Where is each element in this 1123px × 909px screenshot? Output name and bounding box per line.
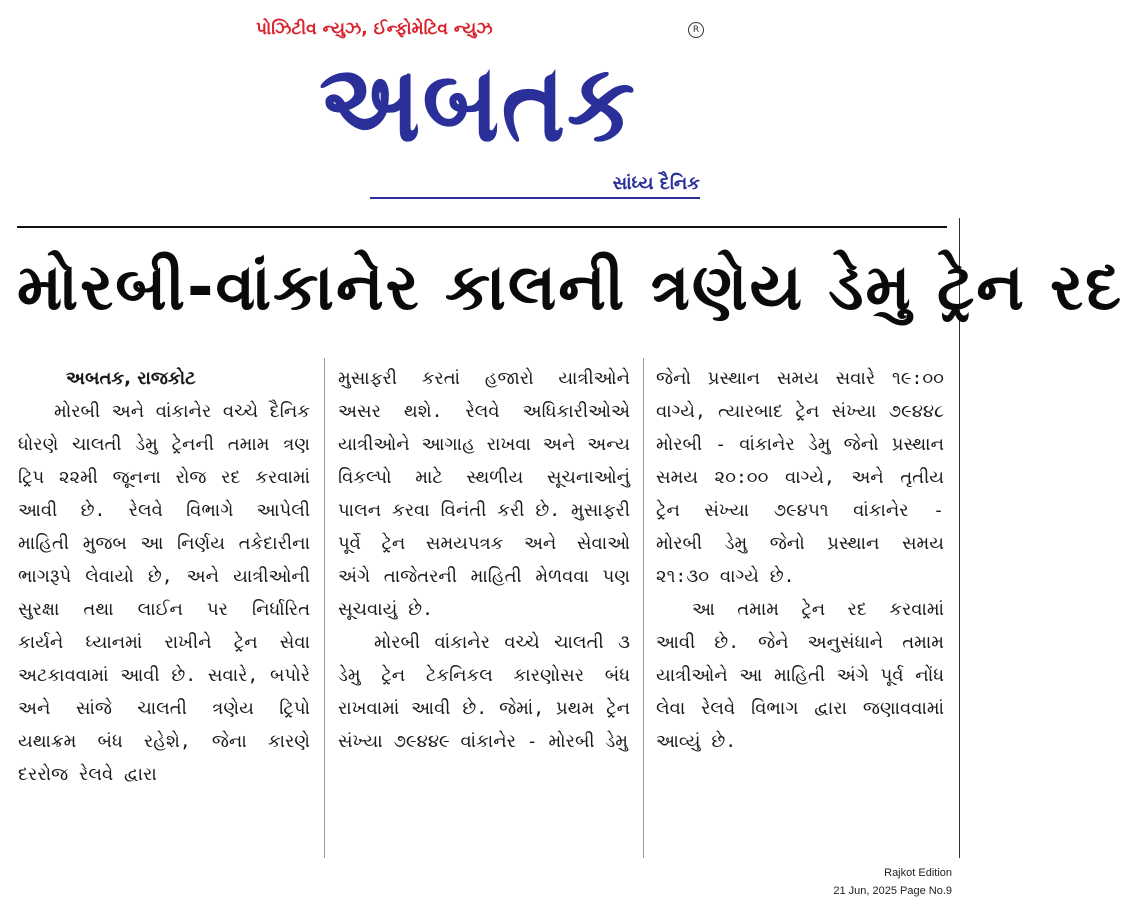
column-divider (324, 358, 325, 858)
newspaper-logo: અબતક (319, 40, 637, 166)
article-paragraph: જેનો પ્રસ્થાન સમય સવારે ૧૯:૦૦ વાગ્યે, ત્યારબાદ ટ્રેન સંખ્યા ૭૯૪૪૮ મોરબી - વાંકાનેર ડેમુ જેનો પ્રસ્થાન સમય ૨૦:૦૦ વાગ્યે, અને તૃતીય ટ્રેન સંખ્યા ૭૯૪૫૧ વાંકાનેર - મોરબી ડેમુ જેનો પ્રસ્થાન સમય ૨૧:૩૦ વાગ્યે છે. (656, 368, 944, 587)
headline-top-rule (17, 226, 947, 228)
masthead (0, 0, 962, 222)
article-paragraph: મોરબી અને વાંકાનેર વચ્ચે દૈનિક ધોરણે ચાલતી ડેમુ ટ્રેનની તમામ ત્રણ ટ્રિપ ૨૨મી જૂનના રોજ રદ કરવામાં આવી છે. રેલવે વિભાગે આપેલી માહિતી મુજબ આ નિર્ણય તકેદારીના ભાગરૂપે લેવાયો છે, અને યાત્રીઓની સુરક્ષા તથા લાઈન પર નિર્ધારિત કાર્યને ધ્યાનમાં રાખીને ટ્રેન સેવા અટકાવવામાં આવી છે. સવારે, બપોરે અને સાંજે ચાલતી ત્રણેય ટ્રિપો યથાક્રમ બંધ રહેશે, જેના કારણે દરરોજ રેલવે દ્વારા (18, 401, 310, 785)
masthead-tagline: પોઝિટીવ ન્યુઝ, ઈન્ફોમેટિવ ન્યુઝ (256, 19, 493, 39)
registered-mark-icon: R (688, 22, 704, 38)
edition-name: Rajkot Edition (884, 867, 952, 879)
article-headline: મોરબી-વાંકાનેર કાલની ત્રણેય ડેમુ ટ્રેન રદ (17, 251, 1123, 325)
edition-date-page: 21 Jun, 2025 Page No.9 (833, 885, 952, 897)
article-paragraph: મોરબી વાંકાનેર વચ્ચે ચાલતી ૩ ડેમુ ટ્રેન ટેકનિકલ કારણોસર બંધ રાખવામાં આવી છે. જેમાં, પ્રથમ ટ્રેન સંખ્યા ૭૯૪૪૯ વાંકાનેર - મોરબી ડેમુ (338, 632, 630, 752)
article-byline: અબતક, રાજકોટ (66, 368, 196, 389)
masthead-underline (370, 197, 700, 199)
masthead-subtitle: સાંધ્ય દૈનિક (612, 173, 700, 194)
edition-info (772, 864, 952, 900)
article-paragraph: મુસાફરી કરતાં હજારો યાત્રીઓને અસર થશે. રેલવે અધિકારીઓએ યાત્રીઓને આગાહ રાખવા અને અન્ય વિકલ્પો માટે સ્થળીય સૂચનાઓનું પાલન કરવા વિનંતી કરી છે. મુસાફરી પૂર્વે ટ્રેન સમયપત્રક અને સેવાઓ અંગે તાજેતરની માહિતી મેળવવા પણ સૂચવાયું છે. (338, 368, 630, 620)
article-paragraph: આ તમામ ટ્રેન રદ કરવામાં આવી છે. જેને અનુસંધાને તમામ યાત્રીઓને આ માહિતી અંગે પૂર્વ નોંધ લેવા રેલવે વિભાગ દ્વારા જણાવવામાં આવ્યું છે. (656, 599, 944, 752)
article-column-1 (18, 362, 310, 860)
article-column-3 (656, 362, 944, 860)
column-divider (643, 358, 644, 858)
article-column-2 (338, 362, 630, 860)
